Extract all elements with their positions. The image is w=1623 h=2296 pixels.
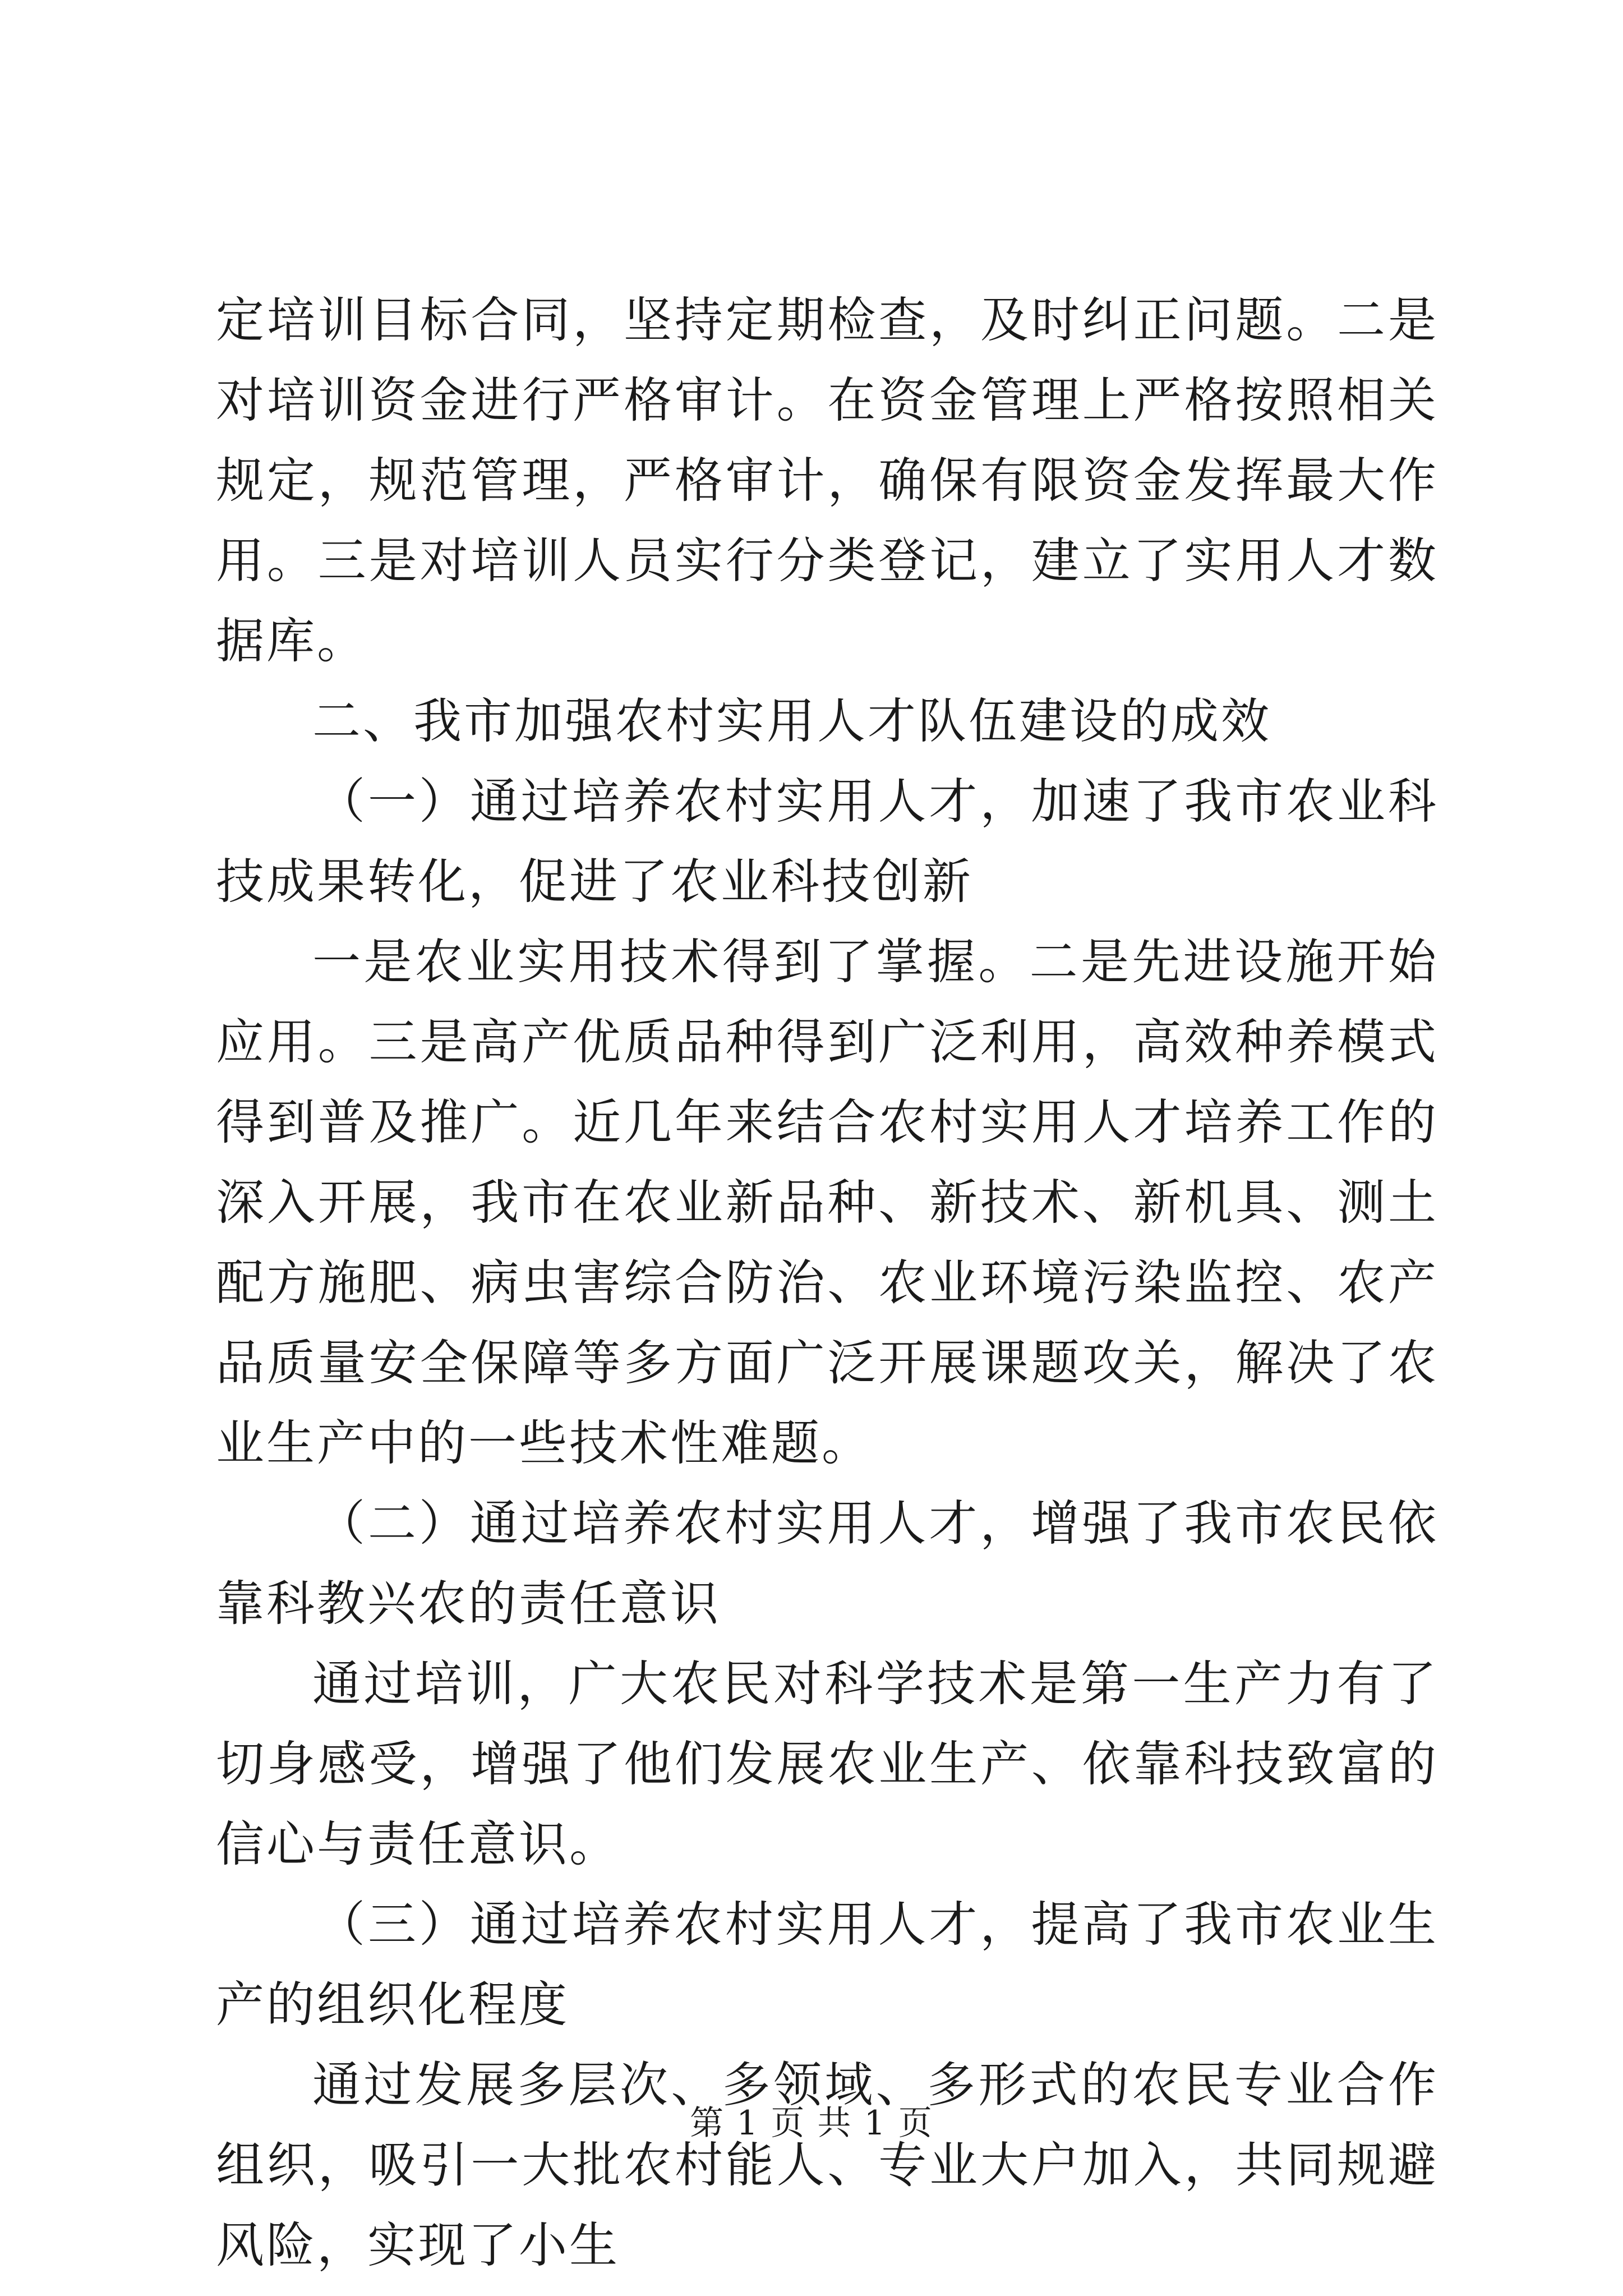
subsection-heading-3: （三）通过培养农村实用人才，提高了我市农业生产的组织化程度 <box>216 1897 1438 2033</box>
document-body <box>216 280 1438 2286</box>
paragraph-continuation: 定培训目标合同，坚持定期检查，及时纠正问题。二是对培训资金进行严格审计。在资金管理上严格按照相关规定，规范管理，严格审计，确保有限资金发挥最大作用。三是对培训人员实行分类登记，建立了实用人才数据库。 <box>216 292 1438 669</box>
subsection-heading-1: （一）通过培养农村实用人才，加速了我市农业科技成果转化，促进了农业科技创新 <box>216 774 1438 910</box>
paragraph-body-2: 通过培训，广大农民对科学技术是第一生产力有了切身感受，增强了他们发展农业生产、依靠科技致富的信心与责任意识。 <box>216 1656 1438 1872</box>
paragraph-body-3: 通过发展多层次、多领域、多形式的农民专业合作组织，吸引一大批农村能人、专业大户加入，共同规避风险，实现了小生 <box>216 2057 1438 2274</box>
section-heading: 二、我市加强农村实用人才队伍建设的成效 <box>312 693 1271 749</box>
subsection-heading-2: （二）通过培养农村实用人才，增强了我市农民依靠科教兴农的责任意识 <box>216 1496 1438 1632</box>
paragraph-body-1: 一是农业实用技术得到了掌握。二是先进设施开始应用。三是高产优质品种得到广泛利用，高效种养模式得到普及推广。近几年来结合农村实用人才培养工作的深入开展，我市在农业新品种、新技术、新机具、测土配方施肥、病虫害综合防治、农业环境污染监控、农产品质量安全保障等多方面广泛开展课题攻关，解决了农业生产中的一些技术性难题。 <box>216 934 1438 1471</box>
page-footer: 第 1 页 共 1 页 <box>690 2104 933 2143</box>
